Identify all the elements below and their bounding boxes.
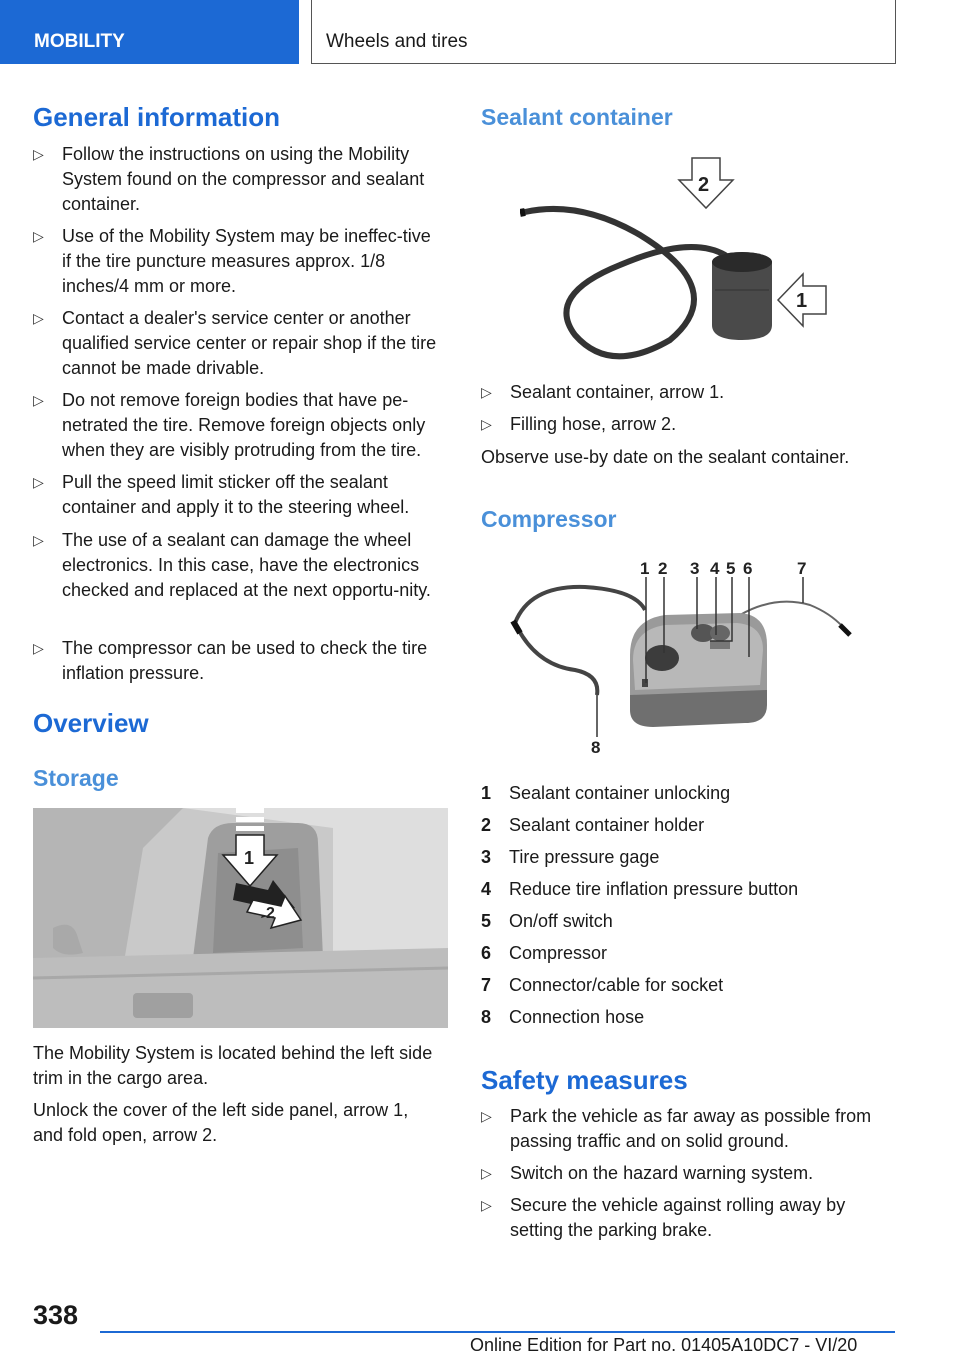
- list-item-text: Secure the vehicle against rolling away by setting the parking brake.: [510, 1195, 846, 1240]
- legend-number: 4: [481, 879, 492, 899]
- legend-item: [481, 813, 901, 838]
- legend-number: 7: [481, 975, 492, 995]
- legend-label: On/off switch: [509, 911, 613, 931]
- bullet-triangle-icon: ▷: [481, 416, 492, 432]
- legend-number: 6: [481, 943, 492, 963]
- section-tab: MOBILITY: [0, 0, 299, 64]
- legend-item: [481, 909, 901, 934]
- bullet-triangle-icon: ▷: [481, 1108, 492, 1124]
- sealant-note: Observe use-by date on the sealant container.: [481, 447, 850, 467]
- legend-label: Connection hose: [509, 1007, 645, 1027]
- svg-text:4: 4: [710, 559, 720, 578]
- list-item: [481, 1104, 901, 1154]
- bullet-triangle-icon: ▷: [481, 1165, 492, 1181]
- sealant-container-heading: Sealant container: [481, 104, 673, 130]
- bullet-triangle-icon: ▷: [33, 146, 44, 162]
- list-item-text: Filling hose, arrow 2.: [510, 414, 677, 434]
- legend-label: Tire pressure gage: [509, 847, 660, 867]
- list-item: [481, 380, 901, 405]
- footer-divider: [100, 1331, 895, 1333]
- list-item: [481, 1161, 901, 1186]
- svg-text:2: 2: [266, 905, 275, 922]
- list-item: [33, 388, 453, 463]
- svg-text:5: 5: [726, 559, 736, 578]
- bullet-triangle-icon: ▷: [33, 474, 44, 490]
- storage-paragraph-2: Unlock the cover of the left side panel, arrow 1, and fold open, arrow 2.: [33, 1100, 409, 1145]
- svg-text:2: 2: [698, 174, 710, 196]
- bullet-triangle-icon: ▷: [33, 640, 44, 656]
- legend-label: Sealant container unlocking: [509, 783, 731, 803]
- list-item: [33, 306, 448, 381]
- bullet-triangle-icon: ▷: [33, 228, 44, 244]
- list-item: [481, 1193, 881, 1243]
- legend-item: [481, 973, 901, 998]
- page-number: 338: [33, 1300, 79, 1330]
- list-item-text: Park the vehicle as far away as possible from passing traffic and on solid ground.: [510, 1106, 872, 1151]
- bullet-triangle-icon: ▷: [33, 392, 44, 408]
- svg-text:7: 7: [797, 559, 807, 578]
- arrow-2-icon: [679, 158, 733, 208]
- safety-measures-heading: Safety measures: [481, 1065, 688, 1095]
- legend-number: 8: [481, 1007, 492, 1027]
- legend-label: Sealant container holder: [509, 815, 705, 835]
- bullet-triangle-icon: ▷: [481, 1197, 492, 1213]
- overview-heading: Overview: [33, 708, 149, 738]
- arrow-1-icon: [778, 274, 826, 326]
- list-item: [33, 142, 453, 217]
- list-item-text: Contact a dealer's service center or another qualified service center or repair shop if the tire cannot be made drivable.: [62, 308, 437, 378]
- legend-item: [481, 845, 901, 870]
- svg-text:8: 8: [591, 738, 601, 757]
- legend-item: [481, 877, 901, 902]
- legend-number: 1: [481, 783, 492, 803]
- list-item-text: Switch on the hazard warning system.: [510, 1163, 814, 1183]
- legend-number: 5: [481, 911, 492, 931]
- sealant-container-figure: [520, 150, 840, 365]
- bullet-triangle-icon: ▷: [33, 310, 44, 326]
- list-item-text: Sealant container, arrow 1.: [510, 382, 725, 402]
- svg-text:6: 6: [743, 559, 753, 578]
- svg-text:1: 1: [244, 848, 255, 868]
- legend-number: 2: [481, 815, 492, 835]
- list-item: [33, 470, 443, 520]
- general-information-heading: General information: [33, 102, 281, 132]
- list-item: [33, 224, 443, 299]
- storage-paragraph-1: The Mobility System is located behind the left side trim in the cargo area.: [33, 1043, 433, 1088]
- list-item-text: The use of a sealant can damage the wheel electronics. In this case, have the electronics checked and replaced at the next opportu-nity.: [62, 530, 431, 600]
- legend-label: Reduce tire inflation pressure button: [509, 879, 799, 899]
- legend-label: Connector/cable for socket: [509, 975, 724, 995]
- list-item: [481, 412, 901, 437]
- list-item-text: Use of the Mobility System may be ineffec-tive if the tire puncture measures approx. 1/8 inches/4 mm or more.: [62, 226, 431, 296]
- legend-label: Compressor: [509, 943, 608, 963]
- svg-text:1: 1: [796, 290, 808, 312]
- storage-heading: Storage: [33, 765, 119, 791]
- edition-note: Online Edition for Part no. 01405A10DC7 - VI/20: [470, 1335, 858, 1355]
- list-item-text: Follow the instructions on using the Mobility System found on the compressor and sealant container.: [62, 144, 425, 214]
- legend-item: [481, 941, 901, 966]
- compressor-figure: [505, 555, 865, 760]
- legend-item: [481, 1005, 901, 1030]
- svg-text:2: 2: [658, 559, 668, 578]
- list-item-text: Pull the speed limit sticker off the sealant container and apply it to the steering wheel.: [62, 472, 410, 517]
- svg-text:1: 1: [640, 559, 650, 578]
- list-item-text: The compressor can be used to check the tire inflation pressure.: [62, 638, 428, 683]
- bullet-triangle-icon: ▷: [33, 532, 44, 548]
- legend-number: 3: [481, 847, 492, 867]
- bullet-triangle-icon: ▷: [481, 384, 492, 400]
- chapter-title: Wheels and tires: [311, 0, 896, 64]
- list-item: [33, 636, 443, 686]
- list-item: [33, 528, 448, 603]
- compressor-heading: Compressor: [481, 506, 617, 532]
- legend-item: [481, 781, 901, 806]
- svg-text:3: 3: [690, 559, 700, 578]
- list-item-text: Do not remove foreign bodies that have pe-netrated the tire. Remove foreign objects only when they are visibly protruding from the tire.: [62, 390, 426, 460]
- storage-figure: [33, 808, 448, 1028]
